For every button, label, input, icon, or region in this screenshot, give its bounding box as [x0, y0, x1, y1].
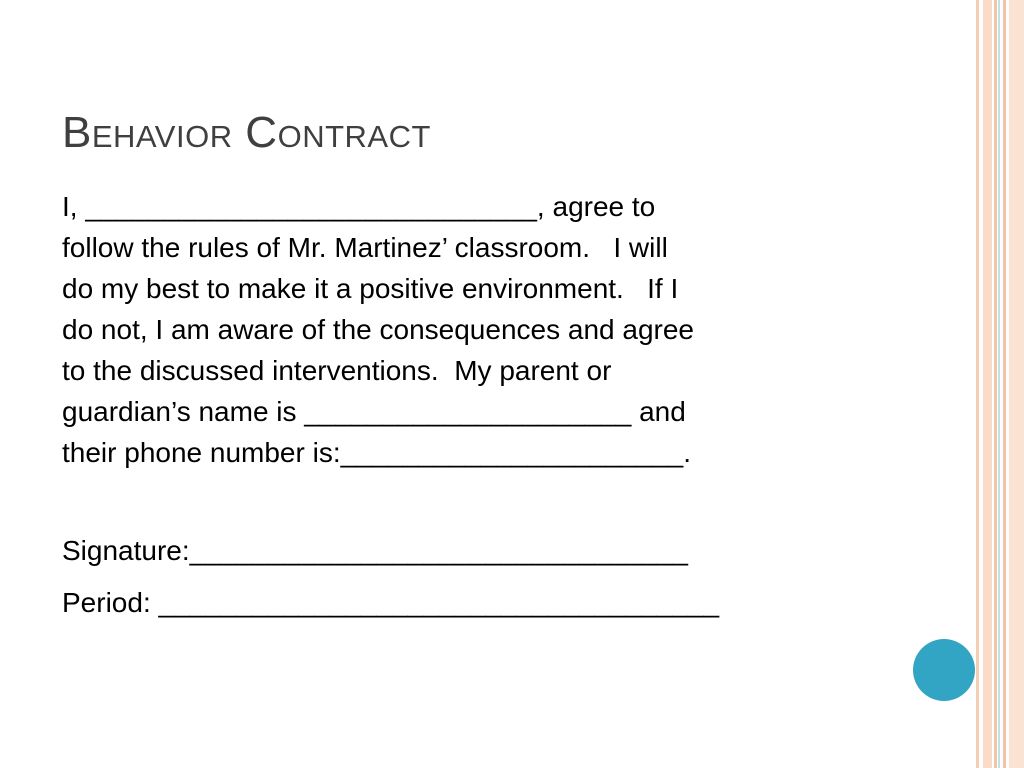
- paragraph-line: do not, I am aware of the consequences and agree: [62, 314, 694, 345]
- paragraph-line: their phone number is:______________________.: [62, 437, 691, 468]
- decorative-stripe: [998, 0, 1000, 768]
- decorative-stripe: [976, 0, 979, 768]
- signature-line: Signature:________________________________: [62, 535, 688, 566]
- paragraph-line: follow the rules of Mr. Martinez’ classroom. I will: [62, 232, 668, 263]
- contract-paragraph: [62, 186, 892, 473]
- decorative-stripe: [1009, 0, 1024, 768]
- decorative-stripe: [983, 0, 992, 768]
- paragraph-line: do my best to make it a positive environment. If I: [62, 273, 679, 304]
- slide-title: Behavior Contract: [62, 108, 431, 157]
- decorative-stripe: [1003, 0, 1006, 768]
- paragraph-line: guardian’s name is _____________________ and: [62, 396, 686, 427]
- paragraph-line: to the discussed interventions. My parent or: [62, 355, 612, 386]
- paragraph-line: I, _____________________________, agree to: [62, 191, 656, 222]
- period-line: Period: ____________________________________: [62, 587, 720, 618]
- decorative-circle: [913, 639, 975, 701]
- contract-body: [62, 186, 892, 473]
- decorative-stripe: [994, 0, 997, 768]
